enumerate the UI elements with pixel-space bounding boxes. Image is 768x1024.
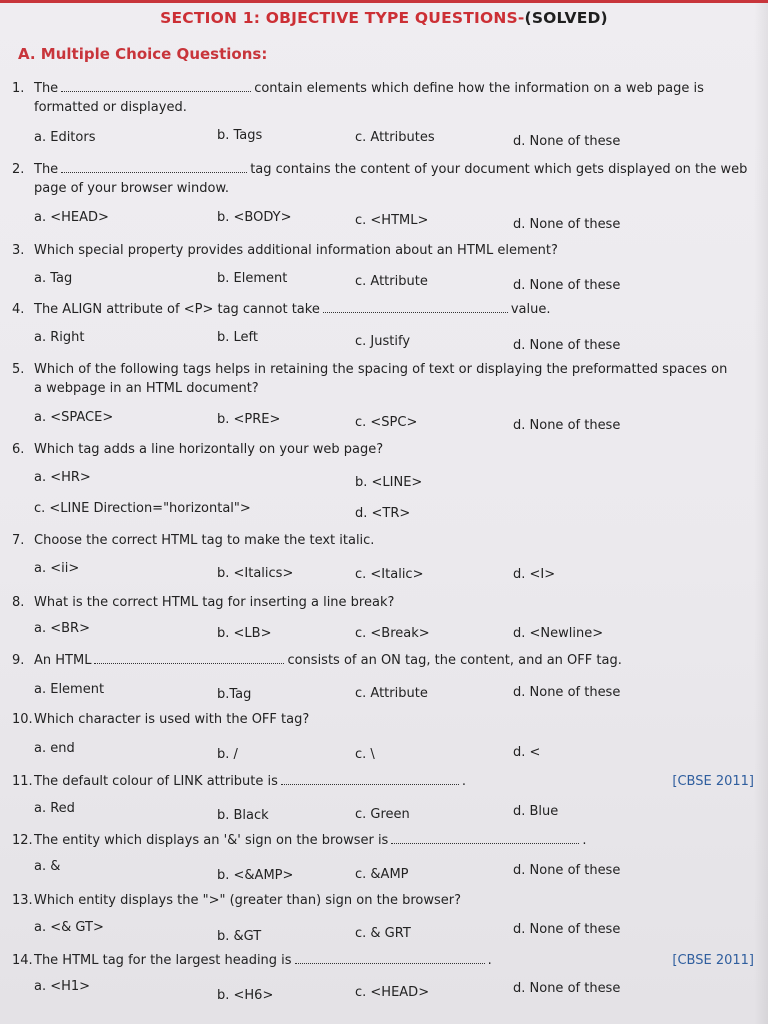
question-text-continued: a webpage in an HTML document? — [34, 381, 259, 396]
cbse-reference: [CBSE 2011] — [672, 953, 754, 968]
option-b: b. <LINE> — [355, 475, 423, 490]
question-text: contain elements which define how the information on a web page is — [254, 81, 704, 96]
question-number: 11. — [12, 774, 33, 789]
option-d: d. None of these — [513, 278, 621, 293]
option-b: b. <LB> — [217, 626, 272, 641]
question-text-continued: page of your browser window. — [34, 181, 230, 196]
question-text-continued: formatted or displayed. — [34, 100, 187, 115]
question-text: The entity which displays an '&' sign on the browser is — [34, 833, 389, 848]
option-b: b. <BODY> — [217, 210, 292, 225]
answer-blank — [281, 774, 459, 785]
option-a: a. Tag — [34, 271, 73, 286]
question-text: consists of an ON tag, the content, and an OFF tag. — [287, 653, 622, 668]
section-title-solved: (SOLVED) — [524, 9, 608, 27]
option-d: d. <TR> — [355, 506, 411, 521]
question-7 — [12, 531, 758, 550]
option-d: d. None of these — [513, 922, 621, 937]
section-title-main: SECTION 1: OBJECTIVE TYPE QUESTIONS- — [160, 9, 525, 27]
question-number: 9. — [12, 653, 25, 668]
answer-blank — [391, 833, 579, 844]
question-number: 1. — [12, 81, 25, 96]
answer-blank — [295, 953, 485, 964]
question-number: 14. — [12, 953, 33, 968]
option-b: b. &GT — [217, 929, 262, 944]
question-number: 4. — [12, 302, 25, 317]
option-a: a. Red — [34, 801, 75, 816]
option-a: a. Editors — [34, 130, 96, 145]
option-d: d. Blue — [513, 804, 559, 819]
answer-blank — [61, 81, 251, 92]
option-d: d. None of these — [513, 134, 621, 149]
question-4 — [12, 300, 758, 319]
page-shadow — [754, 3, 768, 1024]
question-text: Which tag adds a line horizontally on your web page? — [34, 442, 384, 457]
question-text: What is the correct HTML tag for inserting a line break? — [34, 595, 395, 610]
option-a: a. <& GT> — [34, 920, 104, 935]
question-3 — [12, 241, 758, 260]
question-number: 10. — [12, 712, 33, 727]
question-text: tag contains the content of your document which gets displayed on the web — [250, 162, 748, 177]
option-c: c. Attribute — [355, 686, 428, 701]
option-b: b. / — [217, 747, 238, 762]
option-a: a. Element — [34, 682, 105, 697]
question-text: value. — [510, 302, 551, 317]
question-text: Which special property provides additional information about an HTML element? — [34, 243, 558, 258]
option-d: d. <I> — [513, 567, 556, 582]
option-c: c. Attributes — [355, 130, 435, 145]
option-c: c. Green — [355, 807, 410, 822]
option-a: a. Right — [34, 330, 85, 345]
option-d: d. None of these — [513, 981, 621, 996]
question-number: 2. — [12, 162, 25, 177]
option-c: c. \ — [355, 747, 375, 762]
option-a: a. <BR> — [34, 621, 90, 636]
option-a: a. <SPACE> — [34, 410, 114, 425]
question-11 — [12, 772, 758, 791]
question-text: Which of the following tags helps in retaining the spacing of text or displaying the preformatted spaces on — [34, 362, 728, 377]
option-d: d. None of these — [513, 685, 621, 700]
question-number: 5. — [12, 362, 25, 377]
cbse-reference: [CBSE 2011] — [672, 774, 754, 789]
question-number: 6. — [12, 442, 25, 457]
option-a: a. <ii> — [34, 561, 80, 576]
option-c: c. <Break> — [355, 626, 430, 641]
answer-blank — [94, 653, 284, 664]
question-6 — [12, 440, 758, 459]
question-12 — [12, 831, 758, 850]
question-5 — [12, 360, 758, 398]
option-b: b.Tag — [217, 687, 252, 702]
question-text: An HTML — [34, 653, 92, 668]
question-text: Which character is used with the OFF tag? — [34, 712, 310, 727]
section-title — [0, 9, 768, 27]
option-b: b. Tags — [217, 128, 263, 143]
option-b: b. <Italics> — [217, 566, 294, 581]
option-a: a. end — [34, 741, 75, 756]
question-14 — [12, 951, 758, 970]
option-c: c. &AMP — [355, 867, 409, 882]
question-text: . — [582, 833, 587, 848]
answer-blank — [323, 302, 508, 313]
question-number: 12. — [12, 833, 33, 848]
question-text: The ALIGN attribute of <P> tag cannot take — [34, 302, 320, 317]
answer-blank — [61, 162, 247, 173]
question-9 — [12, 651, 758, 670]
option-b: b. <PRE> — [217, 412, 281, 427]
question-text: . — [461, 774, 467, 789]
question-10 — [12, 710, 758, 729]
option-b: b. Left — [217, 330, 258, 345]
subsection-title: A. Multiple Choice Questions: — [18, 45, 268, 63]
option-b: b. Black — [217, 808, 269, 823]
option-c: c. Attribute — [355, 274, 428, 289]
option-d: d. None of these — [513, 418, 621, 433]
option-d: d. None of these — [513, 338, 621, 353]
option-b: b. <H6> — [217, 988, 274, 1003]
question-text: . — [487, 953, 492, 968]
question-number: 13. — [12, 893, 33, 908]
question-1 — [12, 79, 758, 117]
question-text: The HTML tag for the largest heading is — [34, 953, 292, 968]
option-b: b. <&AMP> — [217, 868, 294, 883]
option-d: d. <Newline> — [513, 626, 604, 641]
option-c: c. <SPC> — [355, 415, 418, 430]
question-text: Choose the correct HTML tag to make the text italic. — [34, 533, 375, 548]
question-13 — [12, 891, 758, 910]
question-text: The default colour of LINK attribute is — [34, 774, 278, 789]
option-a: a. & — [34, 859, 61, 874]
option-d: d. None of these — [513, 863, 621, 878]
option-c: c. Justify — [355, 334, 411, 349]
question-2 — [12, 160, 758, 198]
option-c: c. <Italic> — [355, 567, 424, 582]
option-d: d. < — [513, 745, 541, 760]
question-text: The — [34, 81, 59, 96]
question-number: 3. — [12, 243, 25, 258]
question-text: Which entity displays the ">" (greater than) sign on the browser? — [34, 893, 461, 908]
question-number: 7. — [12, 533, 25, 548]
option-c: c. <HTML> — [355, 213, 429, 228]
question-8 — [12, 593, 758, 612]
question-text: The — [34, 162, 59, 177]
question-number: 8. — [12, 595, 25, 610]
option-b: b. Element — [217, 271, 288, 286]
option-a: a. <HR> — [34, 470, 91, 485]
option-c: c. <LINE Direction="horizontal"> — [34, 501, 251, 516]
option-d: d. None of these — [513, 217, 621, 232]
option-c: c. & GRT — [355, 926, 411, 941]
option-a: a. <HEAD> — [34, 210, 109, 225]
option-a: a. <H1> — [34, 979, 91, 994]
option-c: c. <HEAD> — [355, 985, 430, 1000]
